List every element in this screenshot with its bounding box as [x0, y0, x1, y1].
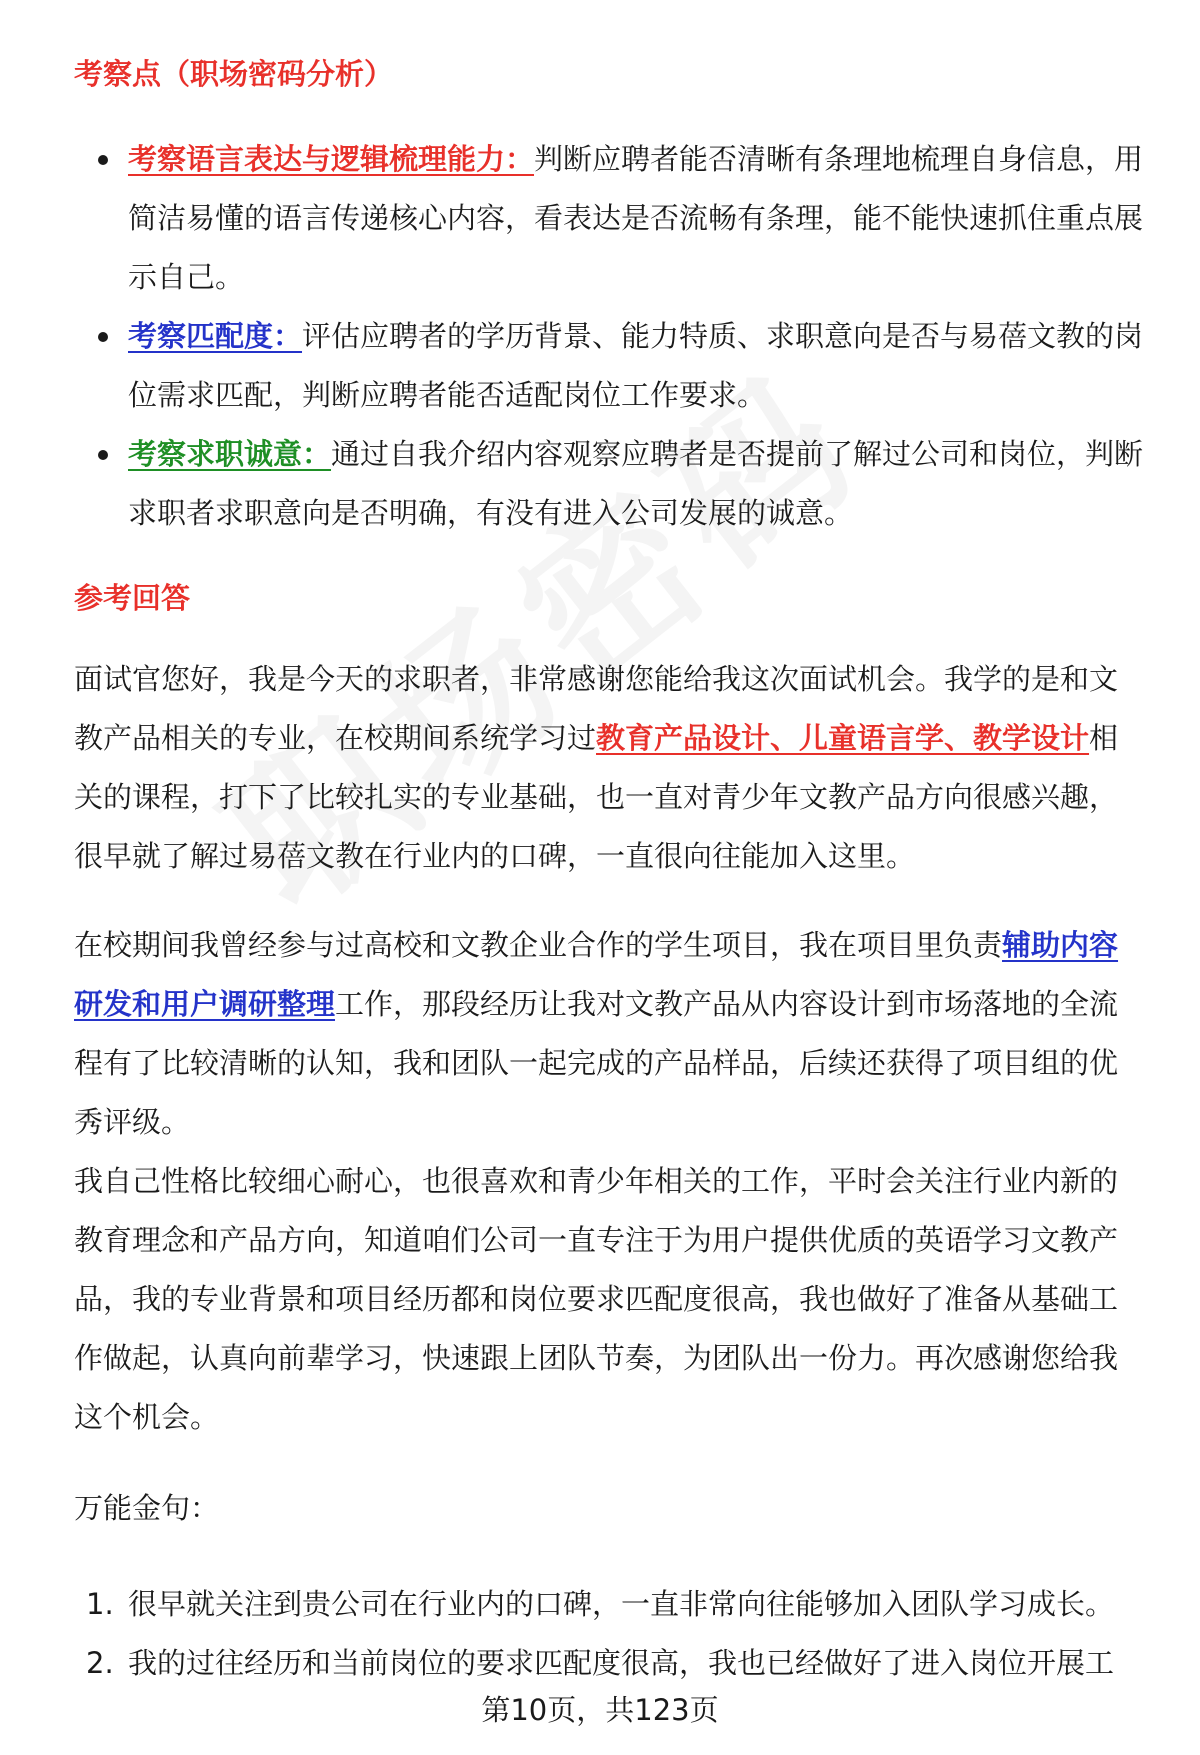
exam-point-text: 判断应聘者能否清晰有条理地梳理自身信息，用简洁易懂的语言传递核心内容，看表达是否流畅有条理，能不能快速抓住重点展示自己。 — [128, 142, 1144, 294]
page-footer: 第10页，共123页 — [481, 1693, 719, 1727]
exam-points-list — [74, 130, 1144, 543]
list-item — [74, 425, 1144, 543]
answer-paragraph-1 — [74, 650, 1146, 886]
answer-paragraph-2 — [74, 916, 1146, 1152]
list-item — [74, 130, 1144, 307]
answer-title: 参考回答 — [74, 581, 191, 615]
exam-point-text: 通过自我介绍内容观察应聘者是否提前了解过公司和岗位，判断求职者求职意向是否明确，有没有进入公司发展的诚意。 — [128, 437, 1144, 530]
list-item — [74, 1634, 1146, 1693]
golden-sentences-list — [74, 1575, 1146, 1693]
exam-point-keyword: 考察语言表达与逻辑梳理能力： — [128, 142, 535, 176]
paragraph-text: 在校期间我曾经参与过高校和文教企业合作的学生项目，我在项目里负责 — [74, 928, 1003, 962]
item-number: 2. — [86, 1646, 114, 1680]
item-text: 我的过往经历和当前岗位的要求匹配度很高，我也已经做好了进入岗位开展工 — [128, 1646, 1115, 1680]
item-number: 1. — [86, 1587, 114, 1621]
paragraph-text: 面试官您好，我是今天的求职者，非常感谢您能给我这次面试机会。我学的是和文教产品相关的专业，在校期间系统学习过 — [74, 662, 1119, 755]
paragraph-text: 相关的课程，打下了比较扎实的专业基础，也一直对青少年文教产品方向很感兴趣，很早就了解过易蓓文教在行业内的口碑，一直很向往能加入这里。 — [74, 721, 1119, 873]
golden-sentences-label: 万能金句： — [74, 1491, 220, 1525]
item-text: 很早就关注到贵公司在行业内的口碑，一直非常向往能够加入团队学习成长。 — [128, 1587, 1115, 1621]
list-item — [74, 1575, 1146, 1634]
highlight-responsibility: 辅助内容研发和用户调研整理 — [74, 928, 1119, 1021]
exam-points-title: 考察点（职场密码分析） — [74, 57, 394, 91]
exam-point-keyword: 考察求职诚意： — [128, 437, 332, 471]
list-item — [74, 307, 1144, 425]
exam-point-keyword: 考察匹配度： — [128, 319, 303, 353]
answer-paragraph-3: 我自己性格比较细心耐心，也很喜欢和青少年相关的工作，平时会关注行业内新的教育理念和产品方向，知道咱们公司一直专注于为用户提供优质的英语学习文教产品，我的专业背景和项目经历都和岗位要求匹配度很高，我也做好了准备从基础工作做起，认真向前辈学习，快速跟上团队节奏，为团队出一份力。再次感谢您给我这个机会。 — [74, 1164, 1119, 1434]
paragraph-text: 工作，那段经历让我对文教产品从内容设计到市场落地的全流程有了比较清晰的认知，我和团队一起完成的产品样品，后续还获得了项目组的优秀评级。 — [74, 987, 1119, 1139]
highlight-courses: 教育产品设计、儿童语言学、教学设计 — [596, 721, 1090, 755]
exam-point-text: 评估应聘者的学历背景、能力特质、求职意向是否与易蓓文教的岗位需求匹配，判断应聘者能否适配岗位工作要求。 — [128, 319, 1144, 412]
